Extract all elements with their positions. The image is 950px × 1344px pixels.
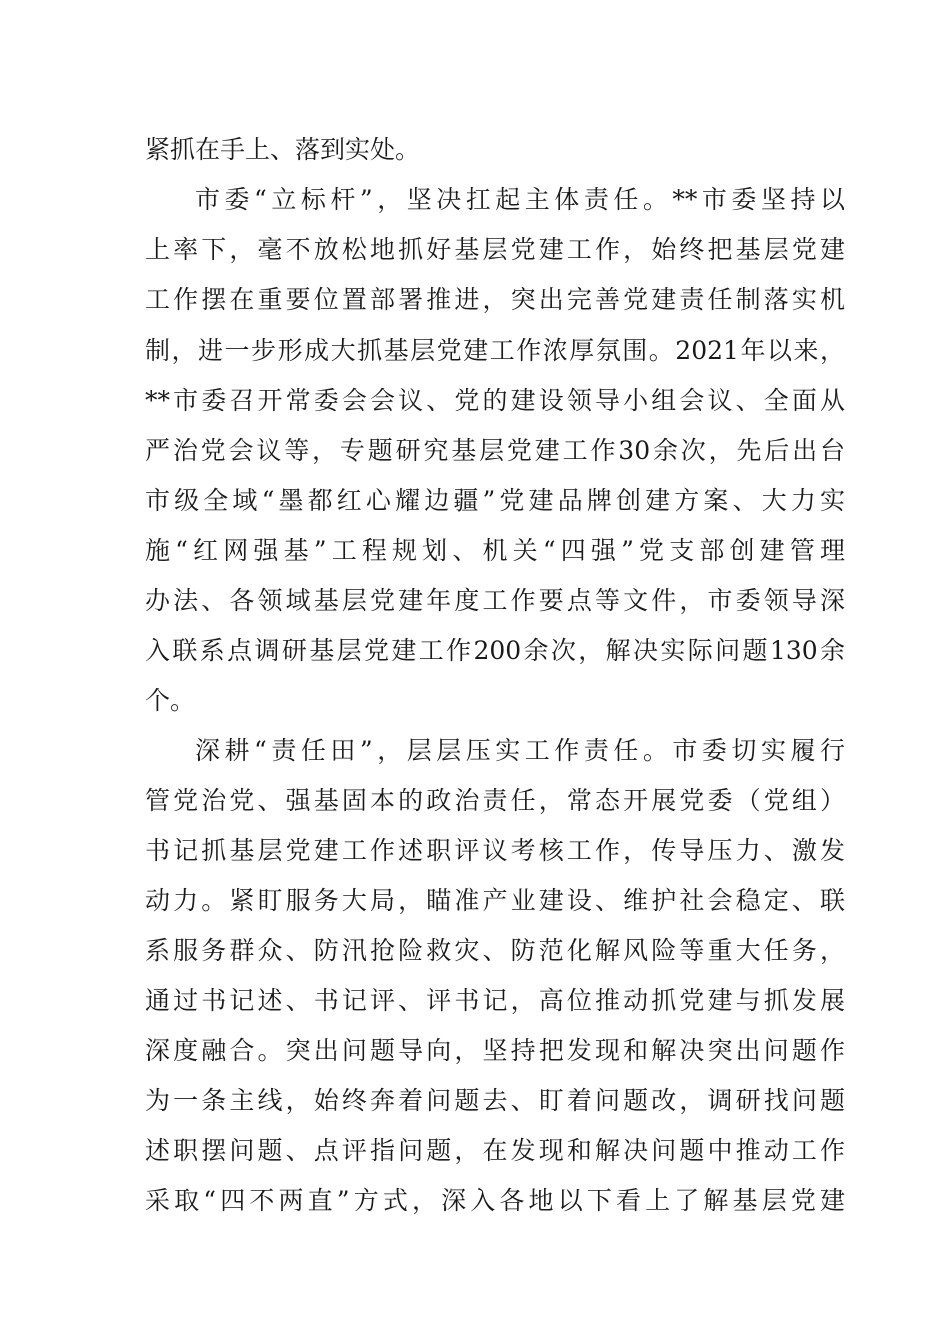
text-line-17: 系服务群众、防汛抢险救灾、防范化解风险等重大任务，	[145, 936, 845, 965]
text-line-5: 制，进一步形成大抓基层党建工作浓厚氛围。2021年以来，	[145, 336, 845, 365]
text-line-6: **市委召开常委会会议、党的建设领导小组会议、全面从	[145, 386, 845, 415]
text-line-2: 市委“立标杆”，坚决扛起主体责任。**市委坚持以	[195, 185, 845, 214]
text-line-20: 为一条主线，始终奔着问题去、盯着问题改，调研找问题	[145, 1086, 845, 1115]
text-line-19: 深度融合。突出问题导向，坚持把发现和解决突出问题作	[145, 1036, 845, 1065]
text-line-8: 市级全域“墨都红心耀边疆”党建品牌创建方案、大力实	[145, 486, 845, 515]
text-line-11: 入联系点调研基层党建工作200余次，解决实际问题130余	[145, 636, 845, 665]
text-line-15: 书记抓基层党建工作述职评议考核工作，传导压力、激发	[145, 836, 845, 865]
text-line-14: 管党治党、强基固本的政治责任，常态开展党委（党组）	[145, 786, 845, 815]
text-line-16: 动力。紧盯服务大局，瞄准产业建设、维护社会稳定、联	[145, 886, 845, 915]
text-line-1: 紧抓在手上、落到实处。	[145, 135, 421, 164]
text-line-10: 办法、各领域基层党建年度工作要点等文件，市委领导深	[145, 586, 845, 615]
text-line-18: 通过书记述、书记评、评书记，高位推动抓党建与抓发展	[145, 986, 845, 1015]
text-line-7: 严治党会议等，专题研究基层党建工作30余次，先后出台	[145, 436, 845, 465]
text-line-12: 个。	[145, 686, 196, 715]
text-line-22: 采取“四不两直”方式，深入各地以下看上了解基层党建	[145, 1186, 845, 1215]
text-line-9: 施“红网强基”工程规划、机关“四强”党支部创建管理	[145, 536, 845, 565]
text-line-3: 上率下，毫不放松地抓好基层党建工作，始终把基层党建	[145, 235, 845, 264]
text-line-13: 深耕“责任田”，层层压实工作责任。市委切实履行	[195, 736, 845, 765]
text-line-4: 工作摆在重要位置部署推进，突出完善党建责任制落实机	[145, 285, 845, 314]
text-line-21: 述职摆问题、点评指问题，在发现和解决问题中推动工作	[145, 1136, 845, 1165]
